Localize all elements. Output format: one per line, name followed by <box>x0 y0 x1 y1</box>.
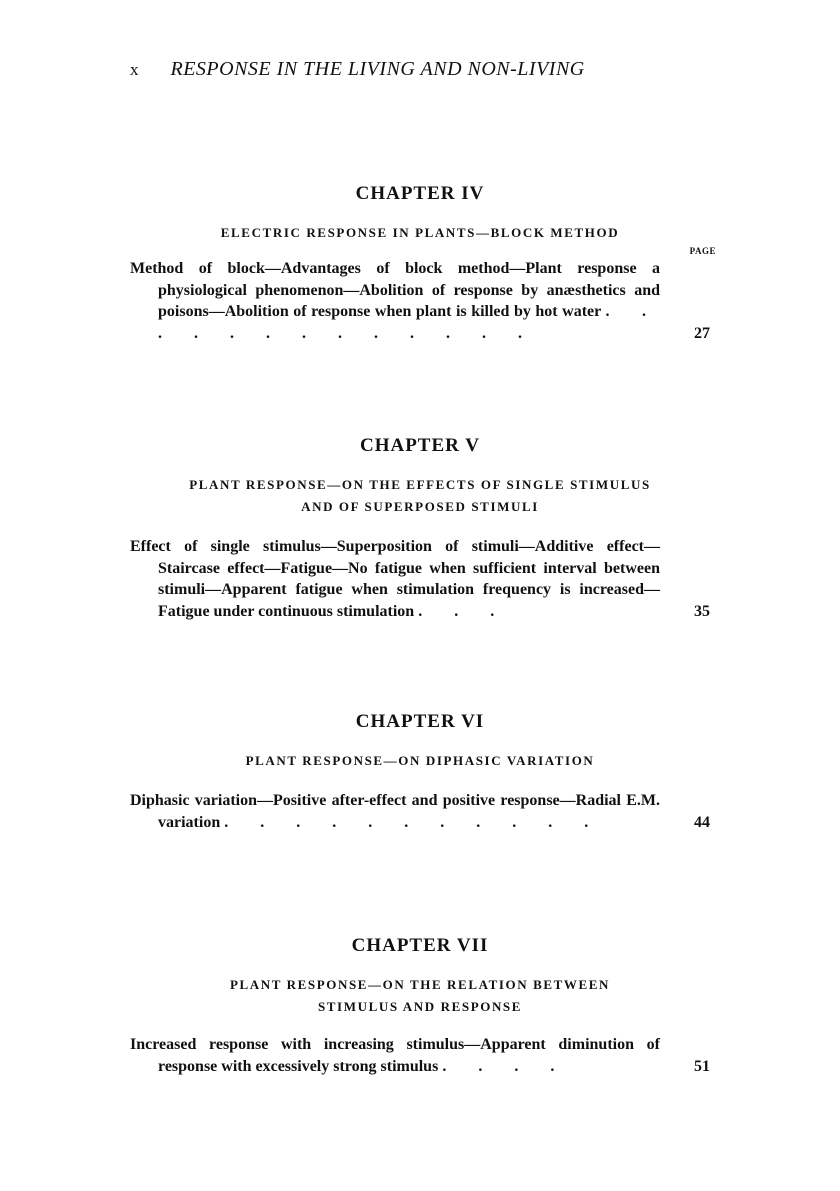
chapter-subtitle <box>130 974 710 1018</box>
page-column-label: PAGE <box>689 246 716 256</box>
leader-dots: . . . . . . . . . . . <box>224 813 603 831</box>
chapter-subtitle <box>130 222 710 244</box>
chapter-title: CHAPTER VII <box>351 935 489 956</box>
chapter-subtitle <box>130 474 710 518</box>
chapter-title: CHAPTER V <box>359 435 481 456</box>
summary-text: Diphasic variation—Positive after-effect and positive response—Radial E.M. variation <box>130 792 660 831</box>
page-number: 44 <box>694 813 710 831</box>
page-number: 35 <box>694 602 710 620</box>
chapter-summary <box>130 536 710 622</box>
chapter-subtitle-line: AND OF SUPERPOSED STIMULI <box>301 499 539 514</box>
chapter-subtitle-line: PLANT RESPONSE—ON THE RELATION BETWEEN <box>229 977 611 992</box>
summary-text: Effect of single stimulus—Superposition of stimuli—Additive effect—Staircase effect—Fatigue—No fatigue when sufficient interval between stimuli—Apparent fatigue when stimulation frequency is increased—Fatigue under continuous stimulation <box>130 538 660 620</box>
chapter-subtitle-line: PLANT RESPONSE—ON DIPHASIC VARIATION <box>245 753 595 768</box>
summary-text: Method of block—Advantages of block method—Plant response a physiological phenomenon—Abolition of response by anæsthetics and poisons—Abolition of response when plant is killed by hot water <box>130 260 660 320</box>
chapter-subtitle <box>130 750 710 772</box>
leader-dots: . . . . . . . . . . . . . <box>158 303 660 342</box>
chapter-subtitle-line: PLANT RESPONSE—ON THE EFFECTS OF SINGLE STIMULUS <box>189 477 651 492</box>
chapter-vii <box>130 935 710 1077</box>
chapter-summary <box>130 790 710 833</box>
chapter-vi <box>130 711 710 833</box>
chapter-iv <box>130 183 716 344</box>
running-head <box>130 58 715 81</box>
chapter-title: CHAPTER IV <box>355 183 485 204</box>
summary-text: Increased response with increasing stimulus—Apparent diminution of response with excessively strong stimulus <box>130 1036 660 1075</box>
running-head-title: RESPONSE IN THE LIVING AND NON-LIVING <box>170 58 585 80</box>
chapter-title: CHAPTER VI <box>355 711 485 732</box>
leader-dots: . . . . <box>442 1057 569 1075</box>
page-folio: x <box>130 60 139 79</box>
chapter-subtitle-line: STIMULUS AND RESPONSE <box>317 999 523 1014</box>
page-number: 27 <box>694 324 710 342</box>
chapter-summary <box>130 1034 710 1077</box>
page-number: 51 <box>694 1057 710 1075</box>
leader-dots: . . . <box>418 602 509 620</box>
chapter-summary <box>130 258 710 344</box>
chapter-v <box>130 435 710 622</box>
chapter-subtitle-line: ELECTRIC RESPONSE IN PLANTS—BLOCK METHOD <box>220 225 620 240</box>
